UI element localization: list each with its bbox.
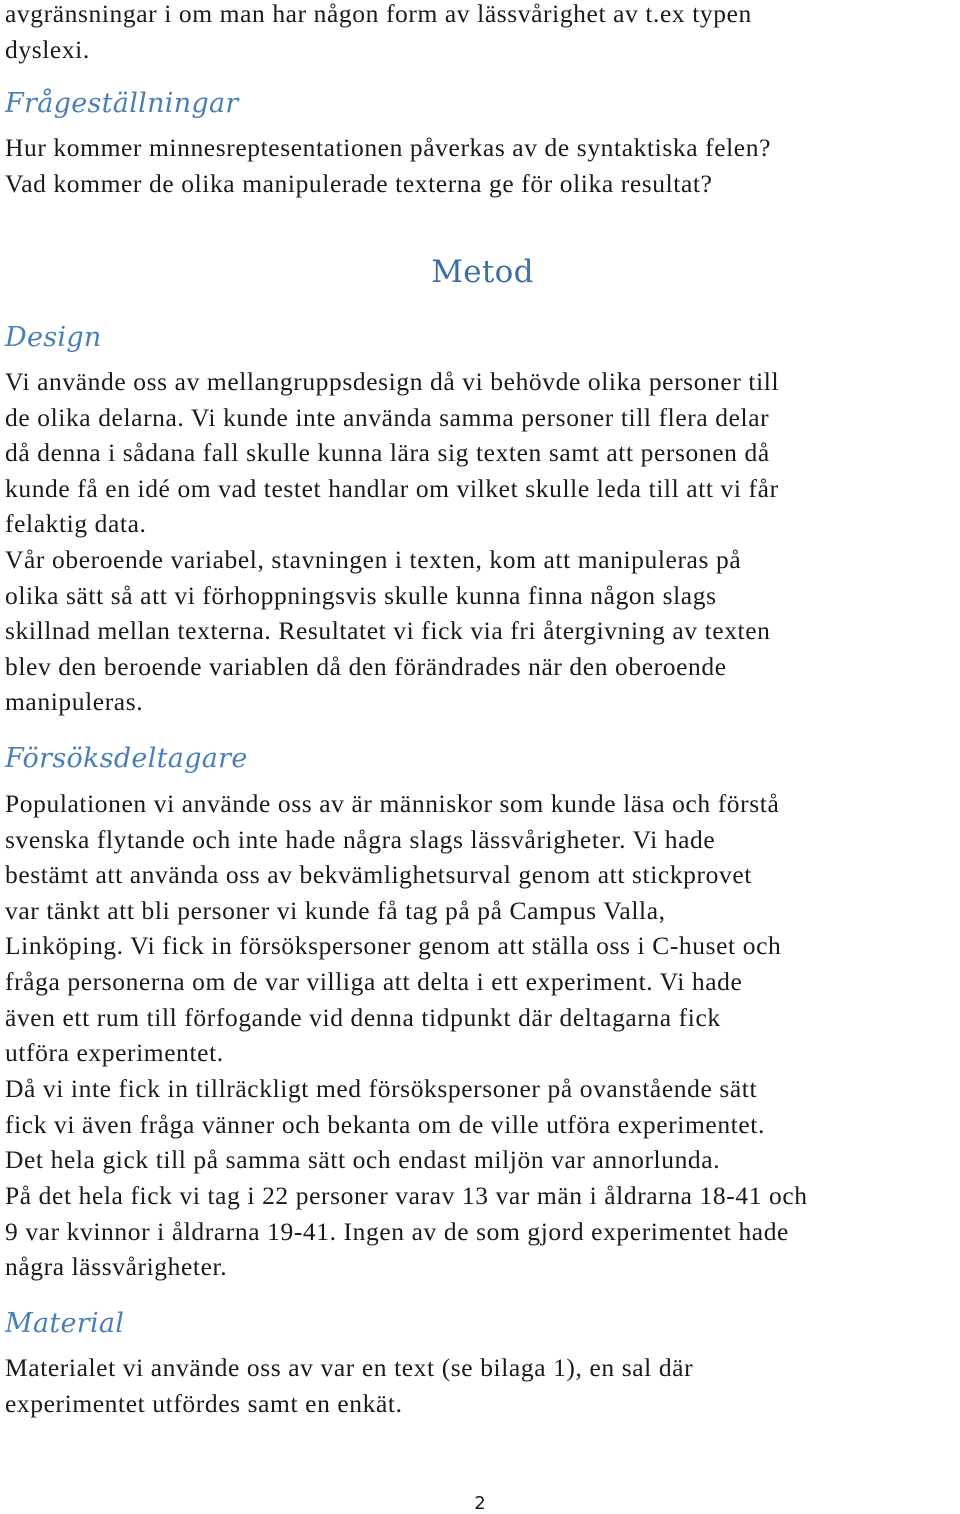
text-line: skillnad mellan texterna. Resultatet vi fick via fri återgivning av texten xyxy=(5,616,771,646)
text-line: kunde få en idé om vad testet handlar om vilket skulle leda till att vi får xyxy=(5,473,779,503)
material-paragraph xyxy=(5,1350,693,1421)
text-line: var tänkt att bli personer vi kunde få tag på på Campus Valla, xyxy=(5,895,666,925)
text-line: fick vi även fråga vänner och bekanta om de ville utföra experimentet. xyxy=(5,1109,765,1139)
text-line: 9 var kvinnor i åldrarna 19-41. Ingen av de som gjord experimentet hade xyxy=(5,1216,789,1246)
text-line: Linköping. Vi fick in försökspersoner genom att ställa oss i C-huset och xyxy=(5,931,782,961)
text-line: Populationen vi använde oss av är människor som kunde läsa och förstå xyxy=(5,789,780,818)
text-line: avgränsningar i om man har någon form av lässvårighet av t.ex typen xyxy=(5,0,752,28)
text-line: de olika delarna. Vi kunde inte använda samma personer till flera delar xyxy=(5,402,770,432)
text-line: Materialet vi använde oss av var en text (se bilaga 1), en sal där xyxy=(5,1353,694,1382)
text-line: bestämt att använda oss av bekvämlighetsurval genom att stickprovet xyxy=(5,860,752,890)
text-line: På det hela fick vi tag i 22 personer varav 13 var män i åldrarna 18-41 och xyxy=(5,1181,808,1210)
page-number: 2 xyxy=(474,1493,486,1514)
forsoksdeltagare-paragraph-3 xyxy=(5,1178,808,1285)
heading-fragestallningar: Frågeställningar xyxy=(5,88,239,119)
text-line: Vi använde oss av mellangruppsdesign då vi behövde olika personer till xyxy=(5,367,780,396)
text-line: blev den beroende variablen då den förändrades när den oberoende xyxy=(5,651,727,681)
text-line: felaktig data. xyxy=(5,509,147,539)
text-line: Då vi inte fick in tillräckligt med försökspersoner på ovanstående sätt xyxy=(5,1074,758,1103)
text-line: olika sätt så att vi förhoppningsvis skulle kunna finna någon slags xyxy=(5,580,717,610)
fragestallningar-paragraph xyxy=(5,130,771,201)
text-line: svenska flytande och inte hade några slags lässvårigheter. Vi hade xyxy=(5,824,716,854)
heading-material: Material xyxy=(5,1308,125,1339)
forsoksdeltagare-paragraph-2 xyxy=(5,1071,765,1178)
text-line: då denna i sådana fall skulle kunna lära sig texten samt att personen då xyxy=(5,438,770,468)
heading-metod: Metod xyxy=(431,254,534,290)
text-line: fråga personerna om de var villiga att delta i ett experiment. Vi hade xyxy=(5,966,743,996)
design-paragraph-1 xyxy=(5,364,779,542)
text-line: Vår oberoende variabel, stavningen i texten, kom att manipuleras på xyxy=(5,545,742,574)
heading-design: Design xyxy=(5,322,102,353)
text-line: Vad kommer de olika manipulerade texterna ge för olika resultat? xyxy=(5,168,713,198)
intro-paragraph xyxy=(5,0,752,67)
text-line: även ett rum till förfogande vid denna tidpunkt där deltagarna fick xyxy=(5,1002,721,1032)
text-line: några lässvårigheter. xyxy=(5,1252,228,1282)
text-line: utföra experimentet. xyxy=(5,1038,224,1068)
design-paragraph-2 xyxy=(5,542,771,720)
text-line: Det hela gick till på samma sätt och endast miljön var annorlunda. xyxy=(5,1145,721,1175)
text-line: experimentet utfördes samt en enkät. xyxy=(5,1388,403,1418)
forsoksdeltagare-paragraph-1 xyxy=(5,786,781,1071)
heading-forsoksdeltagare: Försöksdeltagare xyxy=(5,743,248,774)
text-line: manipuleras. xyxy=(5,687,144,717)
text-line: dyslexi. xyxy=(5,34,90,64)
text-line: Hur kommer minnesreptesentationen påverkas av de syntaktiska felen? xyxy=(5,133,771,162)
